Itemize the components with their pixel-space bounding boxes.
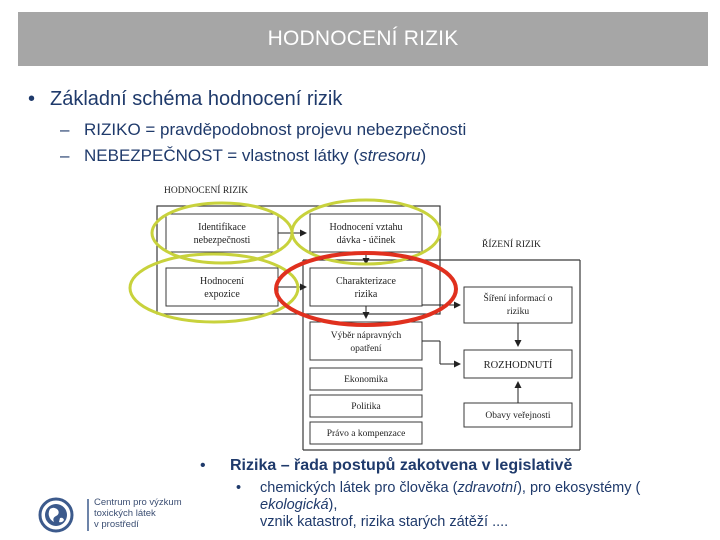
box-vztah-line2: dávka - účinek bbox=[336, 235, 396, 246]
box-sireni-line2: riziku bbox=[506, 307, 530, 317]
sub-text-part3: ), bbox=[328, 497, 338, 513]
slide-title: HODNOCENÍ RIZIK bbox=[267, 27, 459, 50]
box-obavy-label: Obavy veřejnosti bbox=[485, 411, 551, 421]
sub-text-part2: ), pro ekosystémy ( bbox=[517, 480, 641, 496]
box-sireni-line1: Šíření informací o bbox=[483, 294, 553, 304]
box-rozhodnuti bbox=[464, 350, 572, 378]
globe-logo-icon bbox=[40, 499, 72, 531]
sub-bullet-close-paren: ) bbox=[420, 146, 427, 165]
box-identifikace bbox=[166, 214, 278, 252]
dash-glyph: – bbox=[60, 146, 70, 165]
box-vztah-davka-ucinek bbox=[310, 214, 422, 252]
logo-line2: toxických látek bbox=[94, 508, 156, 519]
box-rozhodnuti-label: ROZHODNUTÍ bbox=[483, 360, 553, 371]
diagram-header-left: HODNOCENÍ RIZIK bbox=[164, 186, 249, 196]
box-ekonomika bbox=[310, 368, 422, 390]
sub-bullet-nebezpecnost-text: NEBEZPEČNOST = vlastnost látky ( bbox=[84, 146, 360, 165]
box-charakterizace-line1: Charakterizace bbox=[336, 276, 396, 287]
logo-text bbox=[94, 497, 182, 530]
box-charakterizace bbox=[310, 268, 422, 306]
box-ekonomika-label: Ekonomika bbox=[344, 375, 388, 385]
box-identifikace-line1: Identifikace bbox=[198, 222, 246, 233]
second-sub-bullet bbox=[236, 480, 696, 531]
dash-glyph: – bbox=[60, 120, 70, 139]
logo-line3: v prostředí bbox=[94, 519, 139, 530]
box-charakterizace-line2: rizika bbox=[354, 289, 378, 300]
box-expozice bbox=[166, 268, 278, 306]
diagram-header-right: ŘÍZENÍ RIZIK bbox=[482, 240, 541, 250]
box-expozice-line2: expozice bbox=[204, 289, 240, 300]
box-obavy-verejnosti bbox=[464, 403, 572, 427]
box-politika bbox=[310, 395, 422, 417]
box-vyber-opatreni bbox=[310, 322, 422, 360]
stresoru-italic: stresoru bbox=[359, 146, 421, 165]
box-vztah-line1: Hodnocení vztahu bbox=[329, 222, 403, 233]
box-vyber-line1: Výběr nápravných bbox=[330, 331, 402, 341]
sub-text-ekologicka: ekologická bbox=[260, 497, 329, 513]
box-pravo-label: Právo a kompenzace bbox=[326, 429, 406, 439]
sub-text-part1: chemických látek pro člověka ( bbox=[260, 480, 458, 496]
box-vyber-line2: opatření bbox=[350, 344, 382, 354]
box-expozice-line1: Hodnocení bbox=[200, 276, 244, 287]
second-bullet-text: Rizika – řada postupů zakotvena v legislativě bbox=[230, 457, 573, 474]
bullet-glyph: • bbox=[200, 457, 206, 474]
box-politika-label: Politika bbox=[351, 402, 381, 412]
sub-text-zdravotni: zdravotní bbox=[457, 480, 518, 496]
logo-line1: Centrum pro výzkum bbox=[94, 497, 182, 508]
sub-line-3: vznik katastrof, rizika starých zátěží .... bbox=[260, 514, 509, 530]
bullet-glyph: • bbox=[28, 88, 36, 110]
bullet-glyph: • bbox=[236, 480, 242, 496]
sub-bullet-riziko-text: RIZIKO = pravděpodobnost projevu nebezpečnosti bbox=[84, 120, 467, 139]
second-bullet bbox=[200, 457, 572, 475]
box-pravo bbox=[310, 422, 422, 444]
sub-line-2 bbox=[236, 497, 696, 514]
main-bullet-text: Základní schéma hodnocení rizik bbox=[50, 88, 343, 110]
box-sireni-informaci bbox=[464, 287, 572, 323]
box-identifikace-line2: nebezpečnosti bbox=[193, 235, 251, 246]
